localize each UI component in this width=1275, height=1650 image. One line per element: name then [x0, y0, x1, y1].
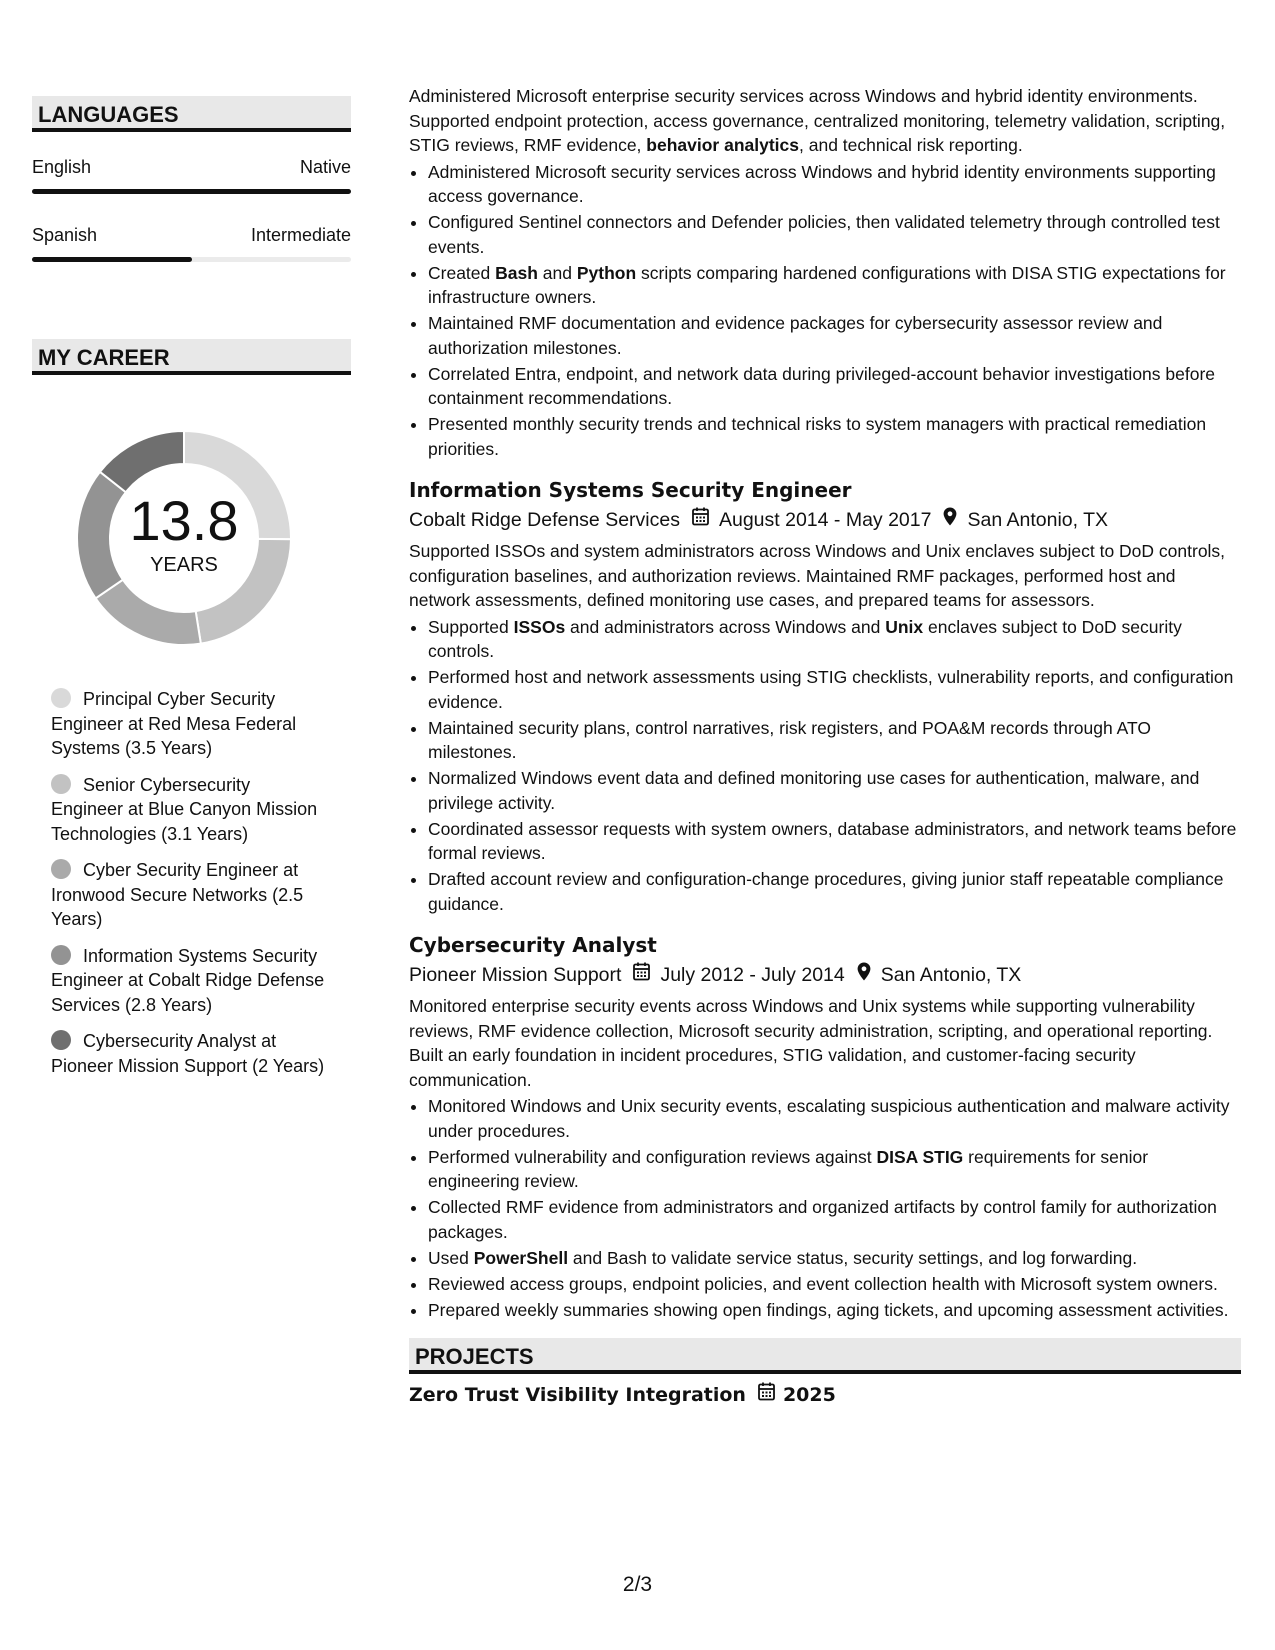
language-proficiency-bar: [32, 257, 351, 262]
job-dates: July 2012 - July 2014: [660, 964, 845, 986]
career-legend-item: [51, 944, 326, 1018]
legend-dot: [51, 688, 71, 708]
job-bullet: • Coordinated assessor requests with system owners, database administrators, and network teams before formal reviews.: [428, 817, 1241, 866]
job-meta: [409, 962, 1241, 988]
career-legend-item: [51, 858, 326, 932]
career-legend-label: Cybersecurity Analyst at Pioneer Mission Support (2 Years): [51, 1031, 325, 1076]
project-year: 2025: [782, 1384, 836, 1406]
job-bullet: • Performed vulnerability and configuration reviews against DISA STIG requirements for senior engineering review.: [428, 1145, 1241, 1194]
left-column: [32, 96, 351, 1090]
location-pin-icon: [943, 507, 957, 533]
legend-dot: [51, 1030, 71, 1050]
career-donut-chart: [65, 419, 303, 657]
language-row-english: [32, 156, 351, 178]
language-row-spanish: [32, 224, 351, 246]
job-bullet: • Prepared weekly summaries showing open findings, aging tickets, and upcoming assessment activities.: [428, 1298, 1241, 1323]
project-name: Zero Trust Visibility Integration: [409, 1384, 746, 1406]
career-total-years: 13.8: [129, 489, 239, 552]
job-bullet: • Collected RMF evidence from administrators and organized artifacts by control family for authorization packages.: [428, 1195, 1241, 1244]
job-bullet: • Created Bash and Python scripts comparing hardened configurations with DISA STIG expectations for infrastructure owners.: [428, 261, 1241, 310]
location-pin-icon: [857, 962, 871, 988]
job-company: Pioneer Mission Support: [409, 964, 622, 986]
calendar-icon: [758, 1382, 775, 1408]
language-proficiency-fill: [32, 257, 192, 262]
job-bullet: • Maintained RMF documentation and evidence packages for cybersecurity assessor review and authorization milestones.: [428, 311, 1241, 360]
job-bullet: • Administered Microsoft security services across Windows and hybrid identity environments supporting access governance.: [428, 160, 1241, 209]
job-bullet: • Monitored Windows and Unix security events, escalating suspicious authentication and malware activity under procedures.: [428, 1094, 1241, 1143]
calendar-icon: [692, 507, 709, 533]
right-column: [409, 84, 1241, 1408]
project-item: [409, 1382, 1241, 1408]
career-legend: [32, 687, 326, 1078]
languages-header: LANGUAGES: [32, 96, 351, 132]
career-legend-label: Cyber Security Engineer at Ironwood Secure Networks (2.5 Years): [51, 860, 304, 929]
career-legend-label: Senior Cybersecurity Engineer at Blue Canyon Mission Technologies (3.1 Years): [51, 774, 318, 844]
job-title: Information Systems Security Engineer: [409, 478, 852, 502]
legend-dot: [51, 859, 71, 879]
language-proficiency-fill: [32, 189, 351, 194]
job-bullets: [409, 615, 1241, 917]
career-years-label: YEARS: [150, 554, 218, 576]
job-title: Cybersecurity Analyst: [409, 933, 657, 957]
career-legend-label: Principal Cyber Security Engineer at Red Mesa Federal Systems (3.5 Years): [51, 689, 297, 758]
job-meta: [409, 507, 1241, 533]
job-bullets: [409, 160, 1241, 462]
legend-dot: [51, 945, 71, 965]
career-legend-item: [51, 687, 326, 761]
job-company: Cobalt Ridge Defense Services: [409, 509, 680, 531]
job-summary: Supported ISSOs and system administrators across Windows and Unix enclaves subject to DoD controls, configuration baselines, and authorization reviews. Maintained RMF packages, performed host and network assessments, defined monitoring use cases, and prepared teams for assessors.: [409, 541, 1226, 610]
job-bullet: • Configured Sentinel connectors and Defender policies, then validated telemetry through controlled test events.: [428, 210, 1241, 259]
career-legend-item: [51, 1029, 326, 1078]
job-bullet: • Reviewed access groups, endpoint policies, and event collection health with Microsoft system owners.: [428, 1272, 1241, 1297]
page-number: 2/3: [622, 1573, 653, 1596]
job-bullet: • Correlated Entra, endpoint, and network data during privileged-account behavior investigations before containment recommendations.: [428, 362, 1241, 411]
language-level: Intermediate: [250, 225, 351, 245]
job-bullet: • Used PowerShell and Bash to validate service status, security settings, and log forwarding.: [428, 1246, 1241, 1271]
calendar-icon: [633, 962, 650, 988]
job-location: San Antonio, TX: [967, 509, 1109, 531]
language-name: Spanish: [32, 225, 98, 245]
job-bullet: • Supported ISSOs and administrators across Windows and Unix enclaves subject to DoD security controls.: [428, 615, 1241, 664]
job-location: San Antonio, TX: [880, 964, 1022, 986]
job-summary: Monitored enterprise security events across Windows and Unix systems while supporting vulnerability reviews, RMF evidence collection, Microsoft security administration, scripting, and operational reporting. Built an early foundation in incident procedures, STIG validation, and customer-facing security communication.: [409, 996, 1213, 1090]
language-proficiency-bar: [32, 189, 351, 194]
job-bullet: • Maintained security plans, control narratives, risk registers, and POA&M records through ATO milestones.: [428, 716, 1241, 765]
job-bullet: • Presented monthly security trends and technical risks to system managers with practical remediation priorities.: [428, 412, 1241, 461]
job-bullet: • Drafted account review and configuration-change procedures, giving junior staff repeatable compliance guidance.: [428, 867, 1241, 916]
job-summary: Administered Microsoft enterprise security services across Windows and hybrid identity environments. Supported endpoint protection, access governance, centralized monitoring, telemetry validation, scripting, STIG reviews, RMF evidence, behavior analytics, and technical risk reporting.: [409, 86, 1226, 155]
language-name: English: [32, 157, 92, 177]
projects-header: PROJECTS: [409, 1338, 1241, 1374]
career-legend-item: [51, 773, 326, 847]
legend-dot: [51, 774, 71, 794]
career-legend-label: Information Systems Security Engineer at Cobalt Ridge Defense Services (2.8 Years): [51, 945, 325, 1015]
career-header: MY CAREER: [32, 339, 351, 375]
job-bullet: • Performed host and network assessments using STIG checklists, vulnerability reports, and configuration evidence.: [428, 665, 1241, 714]
job-dates: August 2014 - May 2017: [718, 509, 932, 531]
donut-slice-2: [96, 580, 201, 645]
language-level: Native: [299, 157, 351, 177]
job-bullet: • Normalized Windows event data and defined monitoring use cases for authentication, malware, and privilege activity.: [428, 766, 1241, 815]
job-bullets: [409, 1094, 1241, 1322]
